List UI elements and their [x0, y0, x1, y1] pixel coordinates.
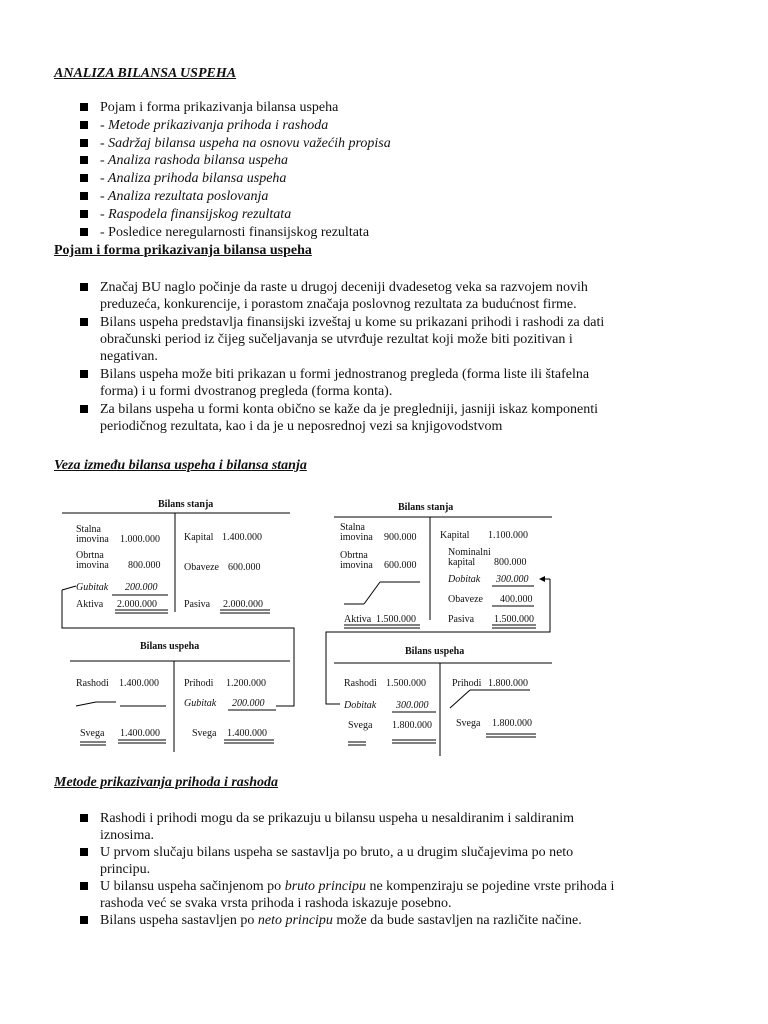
right-prihodi: Prihodi	[452, 678, 482, 689]
left-obrtna-val: 800.000	[128, 560, 161, 571]
right-bs-title: Bilans stanja	[398, 502, 454, 513]
left-svega-r-val: 1.400.000	[227, 728, 267, 739]
section3-list	[54, 810, 754, 929]
left-stalna: Stalna	[76, 524, 101, 535]
left-imovina2: imovina	[76, 560, 109, 571]
bullet-square-icon	[80, 139, 88, 147]
left-bs-title: Bilans stanja	[158, 499, 214, 510]
bullet-square-icon	[80, 916, 88, 924]
left-prihodi-val: 1.200.000	[226, 678, 266, 689]
left-rashodi: Rashodi	[76, 678, 109, 689]
right-kapital: Kapital	[440, 530, 470, 541]
outline-item: - Analiza prihoda bilansa uspeha	[54, 170, 754, 188]
right-obaveze-val: 400.000	[500, 594, 533, 605]
bullet-square-icon	[80, 882, 88, 890]
left-pasiva-val: 2.000.000	[223, 599, 263, 610]
page-title: ANALIZA BILANSA USPEHA	[54, 66, 237, 81]
outline-list	[54, 99, 754, 241]
right-rashodi: Rashodi	[344, 678, 377, 689]
bullet-square-icon	[80, 370, 88, 378]
right-kapital2: kapital	[448, 557, 476, 568]
outline-item: - Analiza rezultata poslovanja	[54, 188, 754, 206]
right-bu-title: Bilans uspeha	[405, 646, 465, 657]
right-obaveze: Obaveze	[448, 594, 483, 605]
section-heading-pojam: Pojam i forma prikazivanja bilansa uspeha	[54, 243, 312, 258]
right-dobitak: Dobitak	[448, 574, 481, 585]
section-heading-metode: Metode prikazivanja prihoda i rashoda	[54, 775, 279, 790]
left-prihodi: Prihodi	[184, 678, 214, 689]
section3-item-3: U bilansu uspeha sačinjenom po bruto principu ne kompenziraju se pojedine vrste prihoda i rashoda već se svaka vrsta prihoda i rashoda iskazuje posebno.	[54, 878, 754, 912]
bullet-square-icon	[80, 103, 88, 111]
left-svega-l-val: 1.400.000	[120, 728, 160, 739]
right-aktiva-val: 1.500.000	[376, 614, 416, 625]
left-gubitak: Gubitak	[76, 582, 109, 593]
right-dobitak-val: 300.000	[496, 574, 529, 585]
left-obaveze-val: 600.000	[228, 562, 261, 573]
outline-item: Pojam i forma prikazivanja bilansa uspeha	[54, 99, 754, 117]
right-obrtna: Obrtna	[340, 550, 368, 561]
bullet-square-icon	[80, 156, 88, 164]
section3-item-2: U prvom slučaju bilans uspeha se sastavlja po bruto, a u drugim slučajevima po neto principu.	[54, 844, 754, 878]
left-gubitak-val: 200.000	[125, 582, 158, 593]
right-dobitak2-val: 300.000	[396, 700, 429, 711]
right-aktiva: Aktiva	[344, 614, 372, 625]
bullet-square-icon	[80, 814, 88, 822]
right-stalna: Stalna	[340, 522, 365, 533]
outline-item: - Raspodela finansijskog rezultata	[54, 206, 754, 224]
left-kapital-val: 1.400.000	[222, 532, 262, 543]
left-imovina1: imovina	[76, 534, 109, 545]
right-obrtna-val: 600.000	[384, 560, 417, 571]
bullet-square-icon	[80, 318, 88, 326]
bullet-square-icon	[80, 174, 88, 182]
bullet-square-icon	[80, 848, 88, 856]
bullet-square-icon	[80, 228, 88, 236]
right-pasiva-val: 1.500.000	[494, 614, 534, 625]
outline-item: - Metode prikazivanja prihoda i rashoda	[54, 117, 754, 135]
right-nominalni: Nominalni	[448, 547, 491, 558]
right-prihodi-val: 1.800.000	[488, 678, 528, 689]
left-gubitak2-val: 200.000	[232, 698, 265, 709]
right-stalna-val: 900.000	[384, 532, 417, 543]
right-dobitak2: Dobitak	[344, 700, 377, 711]
bullet-square-icon	[80, 210, 88, 218]
left-aktiva: Aktiva	[76, 599, 104, 610]
section1-item: Bilans uspeha predstavlja finansijski izveštaj u kome su prikazani prihodi i rashodi za dati obračunski period iz čijeg sučeljavanja se utvrđuje rezultat koji može biti pozitivan i negativan.	[54, 314, 754, 365]
left-stalna-val: 1.000.000	[120, 534, 160, 545]
outline-item: - Analiza rashoda bilansa uspeha	[54, 152, 754, 170]
section-heading-veza: Veza između bilansa uspeha i bilansa stanja	[54, 458, 307, 473]
left-gubitak2: Gubitak	[184, 698, 217, 709]
left-svega-r: Svega	[192, 728, 217, 739]
left-obaveze: Obaveze	[184, 562, 219, 573]
right-kapital-val: 1.100.000	[488, 530, 528, 541]
right-svega-l: Svega	[348, 720, 373, 731]
balance-diagram	[0, 490, 768, 760]
bullet-square-icon	[80, 283, 88, 291]
right-svega-r: Svega	[456, 718, 481, 729]
section3-item-1: Rashodi i prihodi mogu da se prikazuju u bilansu uspeha u nesaldiranim i saldiranim iznosima.	[54, 810, 754, 844]
right-nominalni-val: 800.000	[494, 557, 527, 568]
left-obrtna: Obrtna	[76, 550, 104, 561]
right-rashodi-val: 1.500.000	[386, 678, 426, 689]
left-kapital: Kapital	[184, 532, 214, 543]
section1-list	[54, 279, 754, 436]
right-pasiva: Pasiva	[448, 614, 475, 625]
bullet-square-icon	[80, 192, 88, 200]
right-svega-r-val: 1.800.000	[492, 718, 532, 729]
right-imovina2: imovina	[340, 560, 373, 571]
section1-item: Značaj BU naglo počinje da raste u drugoj deceniji dvadesetog veka sa razvojem novih preduzeća, konkurencije, i porastom značaja poslovnog rezultata za budućnost firme.	[54, 279, 754, 313]
right-imovina1: imovina	[340, 532, 373, 543]
bullet-square-icon	[80, 405, 88, 413]
left-rashodi-val: 1.400.000	[119, 678, 159, 689]
section1-item: Za bilans uspeha u formi konta obično se kaže da je pregledniji, jasniji iskaz komponenti periodičnog rezultata, kao i da je u neposrednoj vezi sa knjigovodstvom	[54, 401, 754, 435]
outline-item: - Posledice neregularnosti finansijskog rezultata	[54, 224, 754, 242]
left-bu-title: Bilans uspeha	[140, 641, 200, 652]
outline-item: - Sadržaj bilansa uspeha na osnovu važećih propisa	[54, 135, 754, 153]
bullet-square-icon	[80, 121, 88, 129]
left-pasiva: Pasiva	[184, 599, 211, 610]
left-aktiva-val: 2.000.000	[117, 599, 157, 610]
section1-item: Bilans uspeha može biti prikazan u formi jednostranog pregleda (forma liste ili štafelna forma) i u formi dvostranog pregleda (forma konta).	[54, 366, 754, 400]
right-svega-l-val: 1.800.000	[392, 720, 432, 731]
left-svega-l: Svega	[80, 728, 105, 739]
section3-item-4: Bilans uspeha sastavljen po neto principu može da bude sastavljen na različite načine.	[54, 912, 754, 929]
